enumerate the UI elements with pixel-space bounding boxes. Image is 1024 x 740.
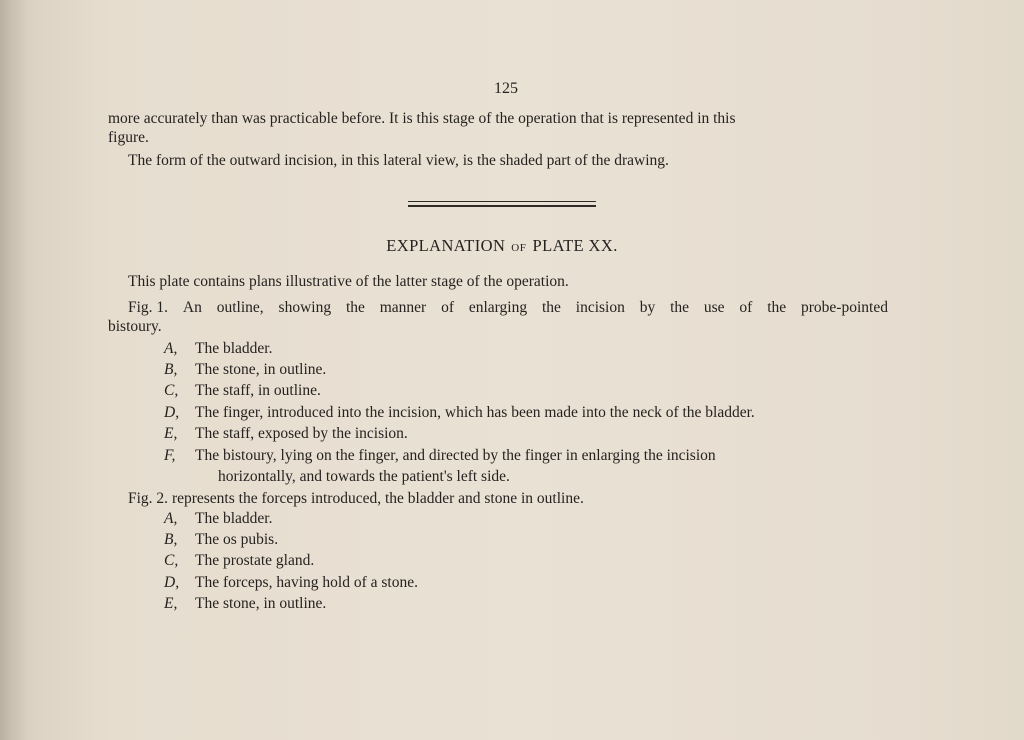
page-number: 125	[494, 80, 518, 97]
fig1-word: probe-pointed	[801, 299, 888, 316]
item-letter: E,	[164, 425, 178, 442]
item-text: The stone, in outline.	[195, 595, 327, 612]
item-letter: B,	[164, 361, 178, 378]
fig2-item-d	[164, 574, 418, 592]
fig1-continuation: bistoury.	[108, 318, 162, 335]
fig1-word: incision	[575, 299, 625, 316]
fig1-label: Fig. 1.	[128, 299, 169, 316]
fig1-caption	[128, 299, 888, 317]
item-letter: A,	[164, 510, 178, 527]
section-heading	[0, 236, 1004, 256]
fig1-word: the	[541, 299, 561, 316]
fig1-word: outline,	[216, 299, 264, 316]
fig1-word: showing	[278, 299, 332, 316]
plate-intro: This plate contains plans illustrative of the latter stage of the operation.	[128, 273, 569, 290]
double-rule-top	[408, 201, 596, 202]
item-text: The finger, introduced into the incision, which has been made into the neck of the bladder.	[195, 404, 755, 421]
item-text: The bistoury, lying on the finger, and directed by the finger in enlarging the incision	[195, 447, 716, 464]
fig2-text: represents the forceps introduced, the bladder and stone in outline.	[171, 490, 584, 507]
fig1-word: the	[345, 299, 365, 316]
intro-line-3: The form of the outward incision, in this lateral view, is the shaded part of the drawing.	[128, 152, 669, 169]
item-letter: E,	[164, 595, 178, 612]
intro-line-2: figure.	[108, 129, 149, 146]
fig1-word: of	[441, 299, 454, 316]
fig1-item-b	[164, 361, 326, 379]
item-letter: C,	[164, 552, 179, 569]
fig1-item-c	[164, 382, 321, 400]
fig2-label: Fig. 2.	[128, 490, 169, 507]
heading-plate: PLATE XX.	[532, 236, 618, 255]
fig1-item-a	[164, 340, 272, 358]
intro-line-1: more accurately than was practicable before. It is this stage of the operation that is represented in this	[108, 110, 736, 127]
fig1-word: An	[182, 299, 202, 316]
item-text: The staff, in outline.	[195, 382, 321, 399]
page-gutter-shadow	[0, 0, 26, 740]
fig1-word: by	[639, 299, 656, 316]
item-text: The stone, in outline.	[195, 361, 327, 378]
fig2-caption	[128, 490, 584, 508]
fig1-item-f-continuation: horizontally, and towards the patient's left side.	[218, 468, 510, 485]
fig1-word: the	[767, 299, 787, 316]
item-letter: C,	[164, 382, 179, 399]
double-rule-bottom	[408, 205, 596, 207]
item-text: The staff, exposed by the incision.	[195, 425, 408, 442]
fig1-item-e	[164, 425, 408, 443]
fig1-word: the	[670, 299, 690, 316]
item-text: The forceps, having hold of a stone.	[195, 574, 418, 591]
item-text: The bladder.	[195, 510, 273, 527]
item-letter: B,	[164, 531, 178, 548]
fig2-item-a	[164, 510, 272, 528]
item-text: The os pubis.	[195, 531, 279, 548]
fig2-item-e	[164, 595, 326, 613]
item-text: The bladder.	[195, 340, 273, 357]
fig1-word: use	[703, 299, 725, 316]
fig1-item-d	[164, 404, 755, 422]
fig2-item-c	[164, 552, 314, 570]
heading-of: OF	[511, 242, 527, 254]
fig1-item-f	[164, 447, 716, 465]
fig2-item-b	[164, 531, 278, 549]
item-letter: D,	[164, 574, 180, 591]
fig1-word: of	[739, 299, 753, 316]
item-text: The prostate gland.	[195, 552, 315, 569]
item-letter: A,	[164, 340, 178, 357]
heading-explanation: EXPLANATION	[386, 236, 506, 255]
item-letter: D,	[164, 404, 180, 421]
fig1-word: enlarging	[468, 299, 528, 316]
item-letter: F,	[164, 447, 176, 464]
fig1-word: manner	[379, 299, 427, 316]
